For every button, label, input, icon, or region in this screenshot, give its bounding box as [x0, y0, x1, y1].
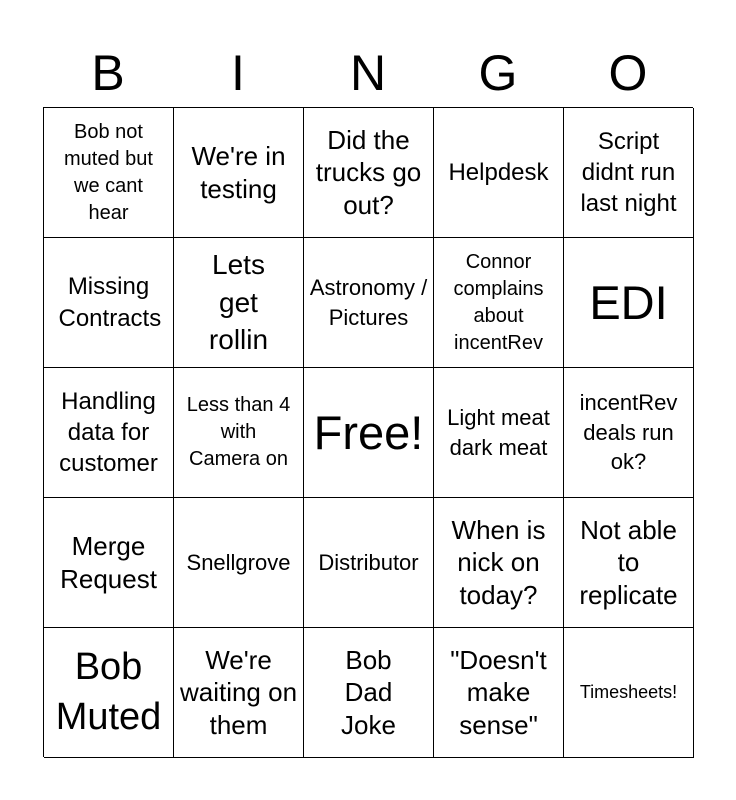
bingo-cell[interactable]: [434, 108, 564, 238]
bingo-cell[interactable]: [44, 108, 174, 238]
cell-text: Distributor: [318, 549, 419, 575]
header-letter-b: B: [91, 45, 125, 101]
bingo-cell[interactable]: [564, 498, 694, 628]
cell-text: Connor complains about incentRev: [453, 250, 544, 354]
bingo-cell[interactable]: [174, 368, 304, 498]
bingo-cell[interactable]: [434, 498, 564, 628]
bingo-cell[interactable]: [44, 238, 174, 368]
bingo-cell[interactable]: [564, 108, 694, 238]
bingo-header: [43, 38, 693, 108]
bingo-cell[interactable]: [304, 238, 434, 368]
cell-text: Script didnt run last night: [580, 127, 677, 218]
cell-text: Lets get rollin: [208, 248, 269, 356]
bingo-cell[interactable]: [434, 238, 564, 368]
bingo-cell[interactable]: [434, 368, 564, 498]
cell-text: Timesheets!: [579, 681, 678, 702]
bingo-cell[interactable]: [304, 108, 434, 238]
bingo-cell[interactable]: [304, 628, 434, 758]
cell-text: Astronomy / Pictures: [309, 274, 428, 330]
cell-text: Less than 4 with Camera on: [186, 394, 291, 470]
cell-text: Bob Muted: [55, 646, 162, 738]
header-letter-o: O: [608, 45, 648, 101]
cell-text: "Doesn't make sense": [450, 644, 547, 740]
cell-text: When is nick on today?: [451, 514, 546, 610]
header-letter-i: I: [231, 45, 245, 101]
bingo-cell[interactable]: [44, 368, 174, 498]
bingo-cell[interactable]: [564, 238, 694, 368]
cell-text: We're in testing: [191, 141, 286, 204]
bingo-cell[interactable]: [564, 628, 694, 758]
cell-text: incentRev deals run ok?: [579, 389, 678, 475]
cell-text: We're waiting on them: [179, 644, 298, 740]
bingo-cell[interactable]: [564, 368, 694, 498]
header-letter-g: G: [478, 45, 518, 101]
bingo-cell[interactable]: [304, 368, 434, 498]
bingo-cell[interactable]: [44, 498, 174, 628]
bingo-cell[interactable]: [174, 628, 304, 758]
bingo-cell[interactable]: [304, 498, 434, 628]
bingo-cell[interactable]: [434, 628, 564, 758]
cell-text: Snellgrove: [186, 549, 291, 575]
cell-text: Not able to replicate: [579, 514, 678, 610]
bingo-cell[interactable]: [174, 238, 304, 368]
header-letter-n: N: [349, 45, 387, 101]
cell-text: EDI: [589, 275, 668, 329]
cell-text: Bob not muted but we cant hear: [64, 120, 153, 224]
cell-text: Did the trucks go out?: [315, 124, 422, 220]
cell-text: Light meat dark meat: [447, 404, 550, 460]
cell-text: Free!: [313, 405, 424, 459]
cell-text: Handling data for customer: [59, 387, 158, 478]
bingo-grid: [43, 107, 693, 757]
cell-text: Bob Dad Joke: [341, 644, 396, 740]
bingo-cell[interactable]: [174, 498, 304, 628]
bingo-cell[interactable]: [174, 108, 304, 238]
cell-text: Helpdesk: [448, 158, 549, 186]
bingo-cell[interactable]: [44, 628, 174, 758]
cell-text: Missing Contracts: [58, 273, 162, 332]
cell-text: Merge Request: [60, 531, 157, 594]
